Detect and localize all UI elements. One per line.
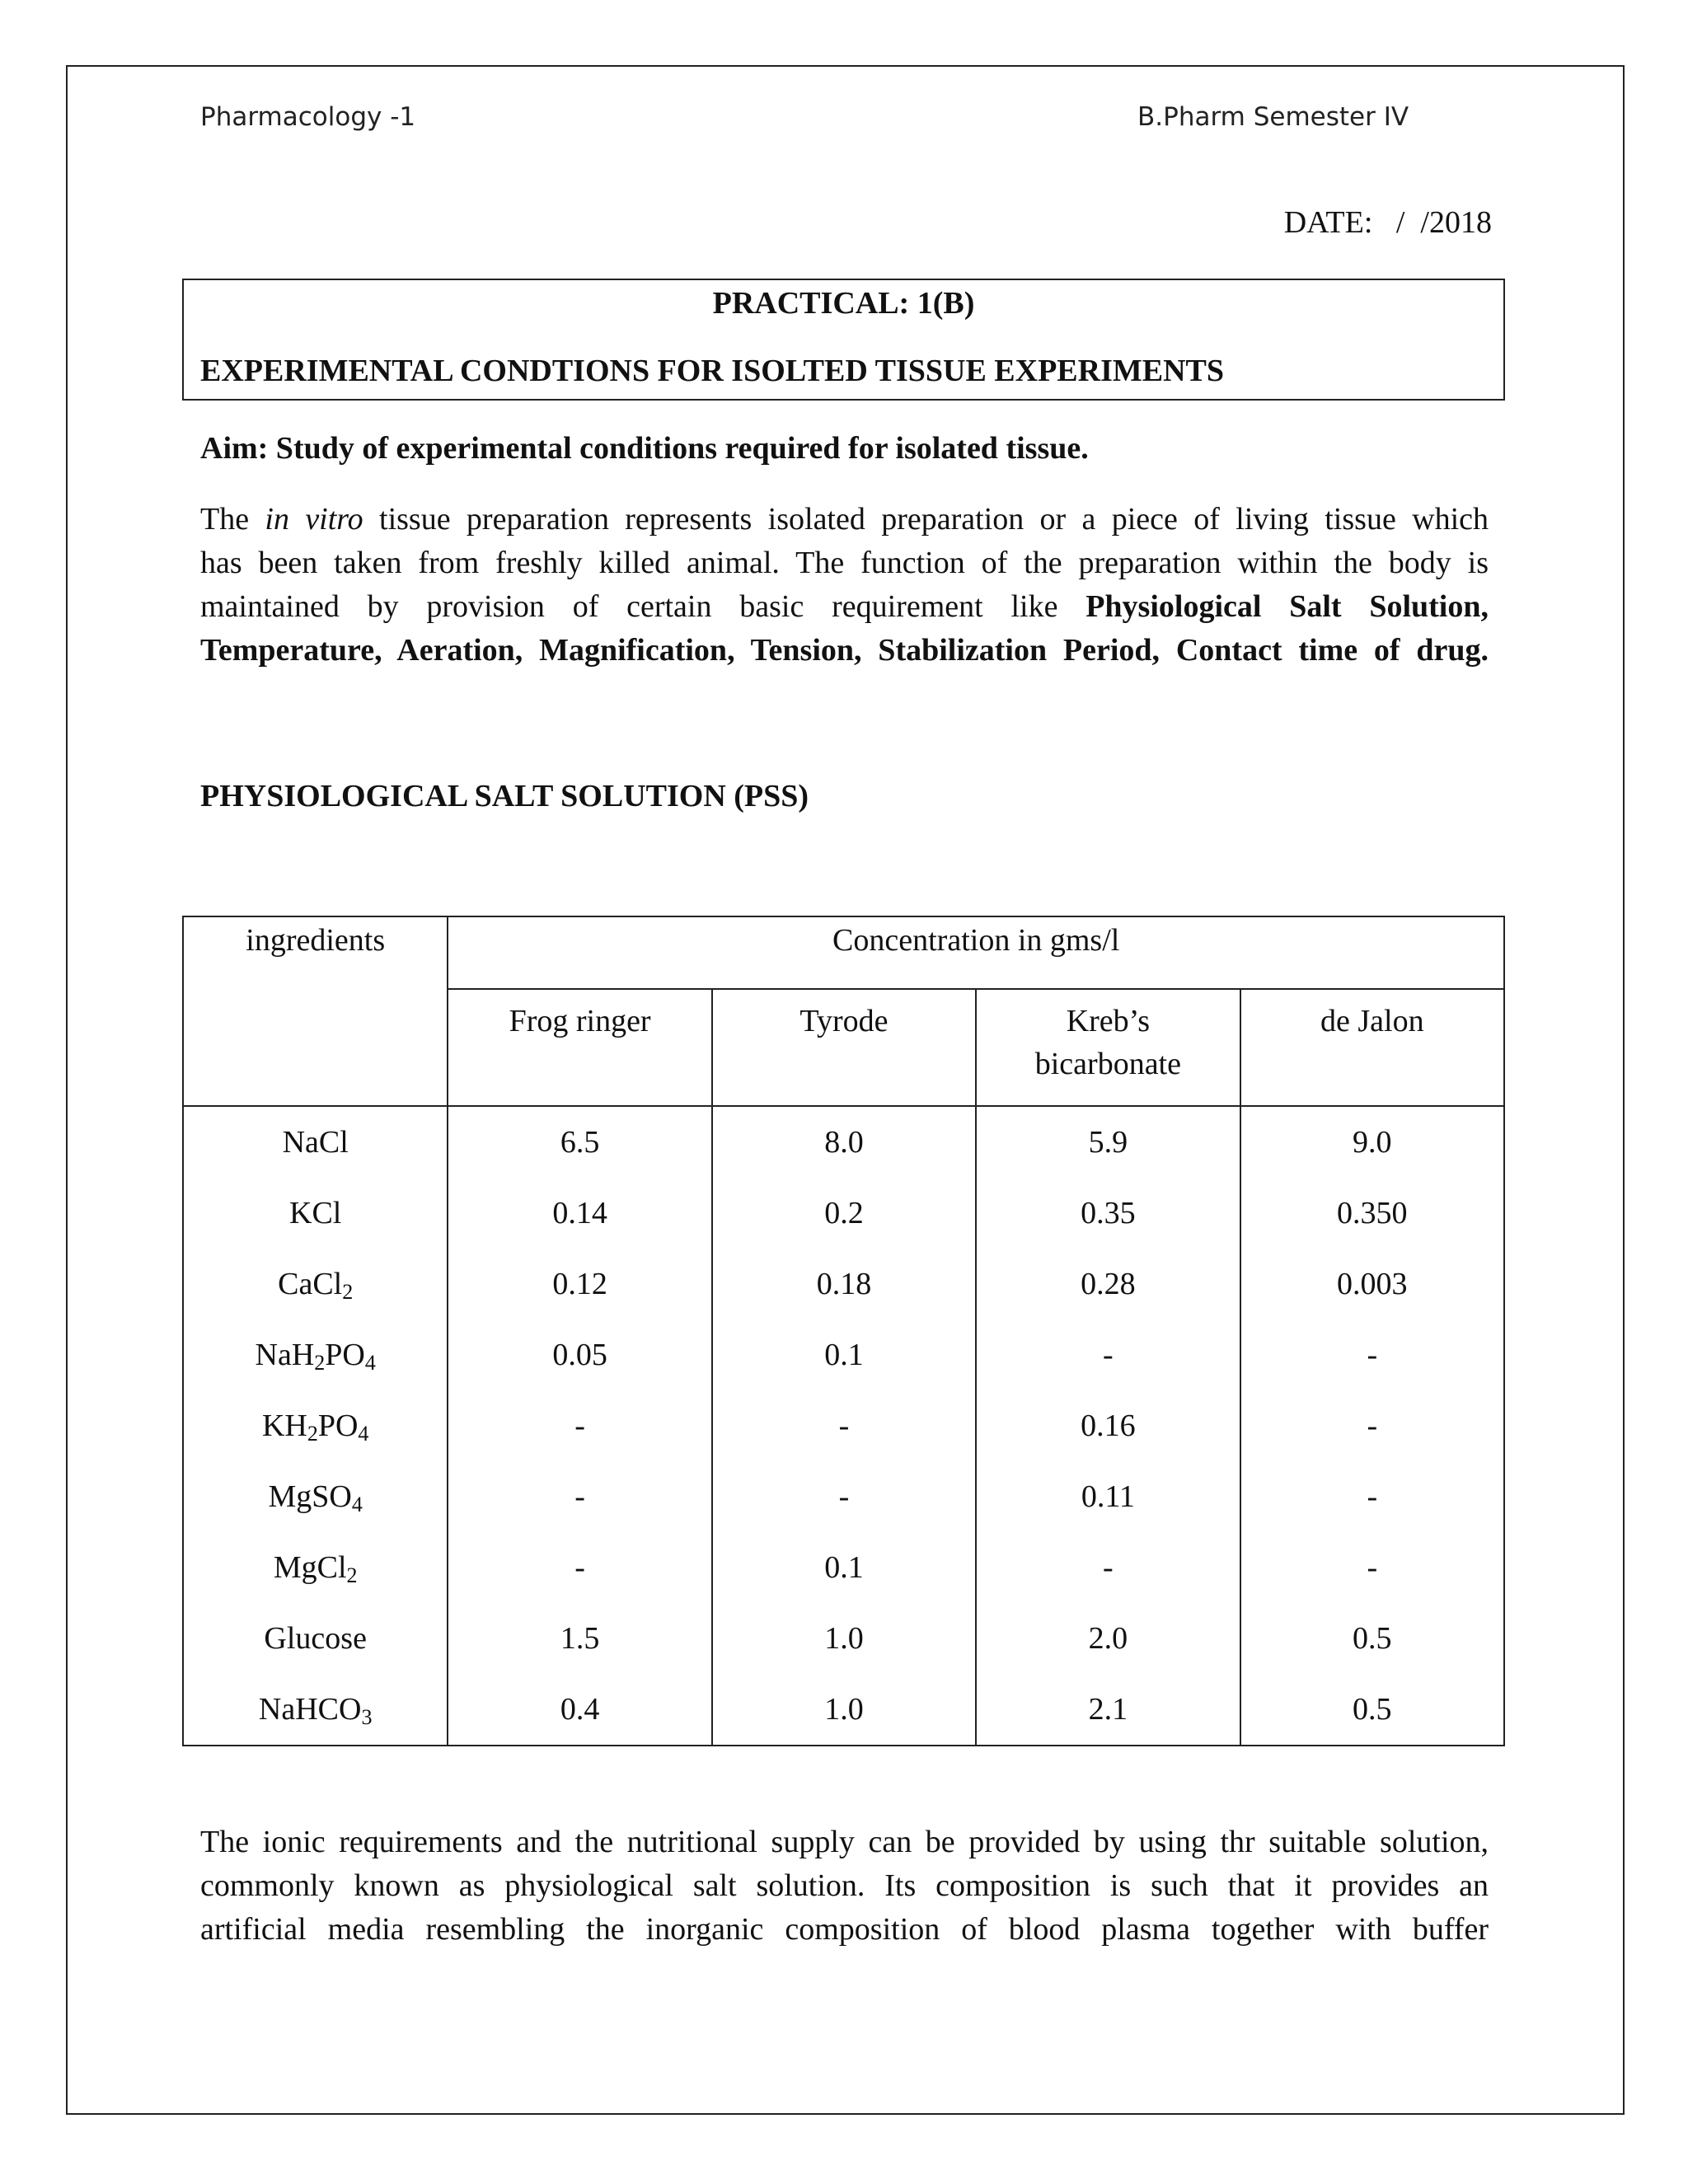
col-frog-ringer: Frog ringer — [448, 989, 711, 1106]
formula-part: MgCl — [273, 1550, 347, 1585]
ingredient-name — [183, 1319, 448, 1390]
formula-part: CaCl — [278, 1267, 343, 1301]
value-cell: - — [448, 1461, 711, 1532]
in-vitro-term: in vitro — [265, 502, 363, 537]
formula-subscript: 2 — [346, 1563, 358, 1587]
value-cell: 0.1 — [712, 1532, 976, 1603]
formula-subscript: 4 — [358, 1422, 369, 1446]
formula-part: KH — [261, 1408, 307, 1443]
aim-statement: Aim: Study of experimental conditions required for isolated tissue. — [200, 431, 1089, 466]
ingredient-name: KCl — [183, 1178, 448, 1249]
ingredient-name — [183, 1390, 448, 1461]
value-cell: 1.0 — [712, 1603, 976, 1674]
closing-paragraph — [200, 1821, 1489, 1952]
ingredient-name — [183, 1674, 448, 1746]
value-cell: 0.4 — [448, 1674, 711, 1746]
concentration-header: Concentration in gms/l — [448, 916, 1504, 989]
intro-line-3 — [200, 585, 1489, 629]
ingredient-name — [183, 1249, 448, 1319]
formula-subscript: 2 — [307, 1422, 318, 1446]
table-row — [183, 1106, 1504, 1178]
section-title: PHYSIOLOGICAL SALT SOLUTION (PSS) — [200, 779, 809, 813]
value-cell: - — [712, 1390, 976, 1461]
title-box — [182, 279, 1505, 401]
value-cell: 5.9 — [976, 1106, 1240, 1178]
closing-line-3: artificial media resembling the inorganic composition of blood plasma together with buffer — [200, 1912, 1489, 1947]
value-cell: 0.28 — [976, 1249, 1240, 1319]
value-cell: 0.350 — [1240, 1178, 1504, 1249]
closing-line-2: commonly known as physiological salt solution. Its composition is such that it provides an — [200, 1868, 1489, 1903]
value-cell: 2.1 — [976, 1674, 1240, 1746]
value-cell: 0.14 — [448, 1178, 711, 1249]
value-cell: - — [1240, 1319, 1504, 1390]
table-row — [183, 1603, 1504, 1674]
value-cell: 1.0 — [712, 1674, 976, 1746]
table-row — [183, 1319, 1504, 1390]
header-course: Pharmacology -1 — [200, 102, 416, 132]
intro-line-3-plain: maintained by provision of certain basic requirement like — [200, 589, 1086, 624]
value-cell: 0.11 — [976, 1461, 1240, 1532]
value-cell: - — [1240, 1532, 1504, 1603]
intro-line-1 — [200, 498, 1489, 541]
value-cell: 2.0 — [976, 1603, 1240, 1674]
intro-line-3-bold: Physiological Salt Solution, — [1085, 589, 1489, 624]
formula-subscript: 2 — [342, 1280, 354, 1304]
pss-table — [182, 916, 1505, 1746]
col-tyrode: Tyrode — [712, 989, 976, 1106]
value-cell: - — [976, 1319, 1240, 1390]
formula-part: MgSO — [268, 1479, 352, 1514]
intro-line-4 — [200, 629, 1489, 673]
ingredients-header: ingredients — [183, 916, 448, 1106]
value-cell: 9.0 — [1240, 1106, 1504, 1178]
formula-subscript: 3 — [361, 1705, 373, 1729]
value-cell: 0.12 — [448, 1249, 711, 1319]
ingredient-name: Glucose — [183, 1603, 448, 1674]
ingredient-name — [183, 1532, 448, 1603]
practical-number: PRACTICAL: 1(B) — [712, 286, 975, 321]
intro-lead: The — [200, 502, 265, 537]
practical-title: EXPERIMENTAL CONDTIONS FOR ISOLTED TISSUE EXPERIMENTS — [200, 354, 1224, 388]
value-cell: 0.5 — [1240, 1674, 1504, 1746]
closing-line-1: The ionic requirements and the nutritional supply can be provided by using thr suitable solution, — [200, 1825, 1489, 1859]
col-krebs — [976, 989, 1240, 1106]
value-cell: 1.5 — [448, 1603, 711, 1674]
date-line: DATE: / /2018 — [1283, 205, 1492, 240]
formula-subscript: 2 — [314, 1351, 326, 1375]
value-cell: - — [976, 1532, 1240, 1603]
value-cell: 0.003 — [1240, 1249, 1504, 1319]
table-row — [183, 1249, 1504, 1319]
value-cell: 0.35 — [976, 1178, 1240, 1249]
table-row — [183, 1674, 1504, 1746]
col-krebs-line1: Kreb’s — [1066, 1004, 1151, 1038]
value-cell: 0.16 — [976, 1390, 1240, 1461]
value-cell: 0.2 — [712, 1178, 976, 1249]
value-cell: 0.5 — [1240, 1603, 1504, 1674]
col-krebs-line2: bicarbonate — [1034, 1047, 1181, 1081]
value-cell: 0.05 — [448, 1319, 711, 1390]
value-cell: - — [448, 1390, 711, 1461]
value-cell: - — [448, 1532, 711, 1603]
value-cell: 8.0 — [712, 1106, 976, 1178]
formula-part: PO — [325, 1338, 365, 1372]
value-cell: 6.5 — [448, 1106, 711, 1178]
formula-subscript: 4 — [364, 1351, 376, 1375]
value-cell: 0.18 — [712, 1249, 976, 1319]
intro-paragraph — [200, 498, 1489, 673]
table-row — [183, 1178, 1504, 1249]
formula-part: NaHCO — [258, 1692, 362, 1727]
intro-line-1-rest: tissue preparation represents isolated preparation or a piece of living tissue which — [363, 502, 1489, 537]
table-row — [183, 1461, 1504, 1532]
intro-line-2: has been taken from freshly killed animal. The function of the preparation within the body is — [200, 546, 1489, 580]
intro-line-4-bold: Temperature, Aeration, Magnification, Tension, Stabilization Period, Contact time of drug. — [200, 633, 1489, 668]
ingredient-name — [183, 1461, 448, 1532]
table-row — [183, 1532, 1504, 1603]
header-semester: B.Pharm Semester IV — [1137, 102, 1409, 132]
table-row — [183, 1390, 1504, 1461]
value-cell: - — [1240, 1461, 1504, 1532]
value-cell: - — [1240, 1390, 1504, 1461]
value-cell: 0.1 — [712, 1319, 976, 1390]
value-cell: - — [712, 1461, 976, 1532]
col-de-jalon: de Jalon — [1240, 989, 1504, 1106]
formula-part: NaH — [255, 1338, 315, 1372]
ingredient-name: NaCl — [183, 1106, 448, 1178]
formula-subscript: 4 — [351, 1493, 363, 1516]
formula-part: PO — [317, 1408, 359, 1443]
